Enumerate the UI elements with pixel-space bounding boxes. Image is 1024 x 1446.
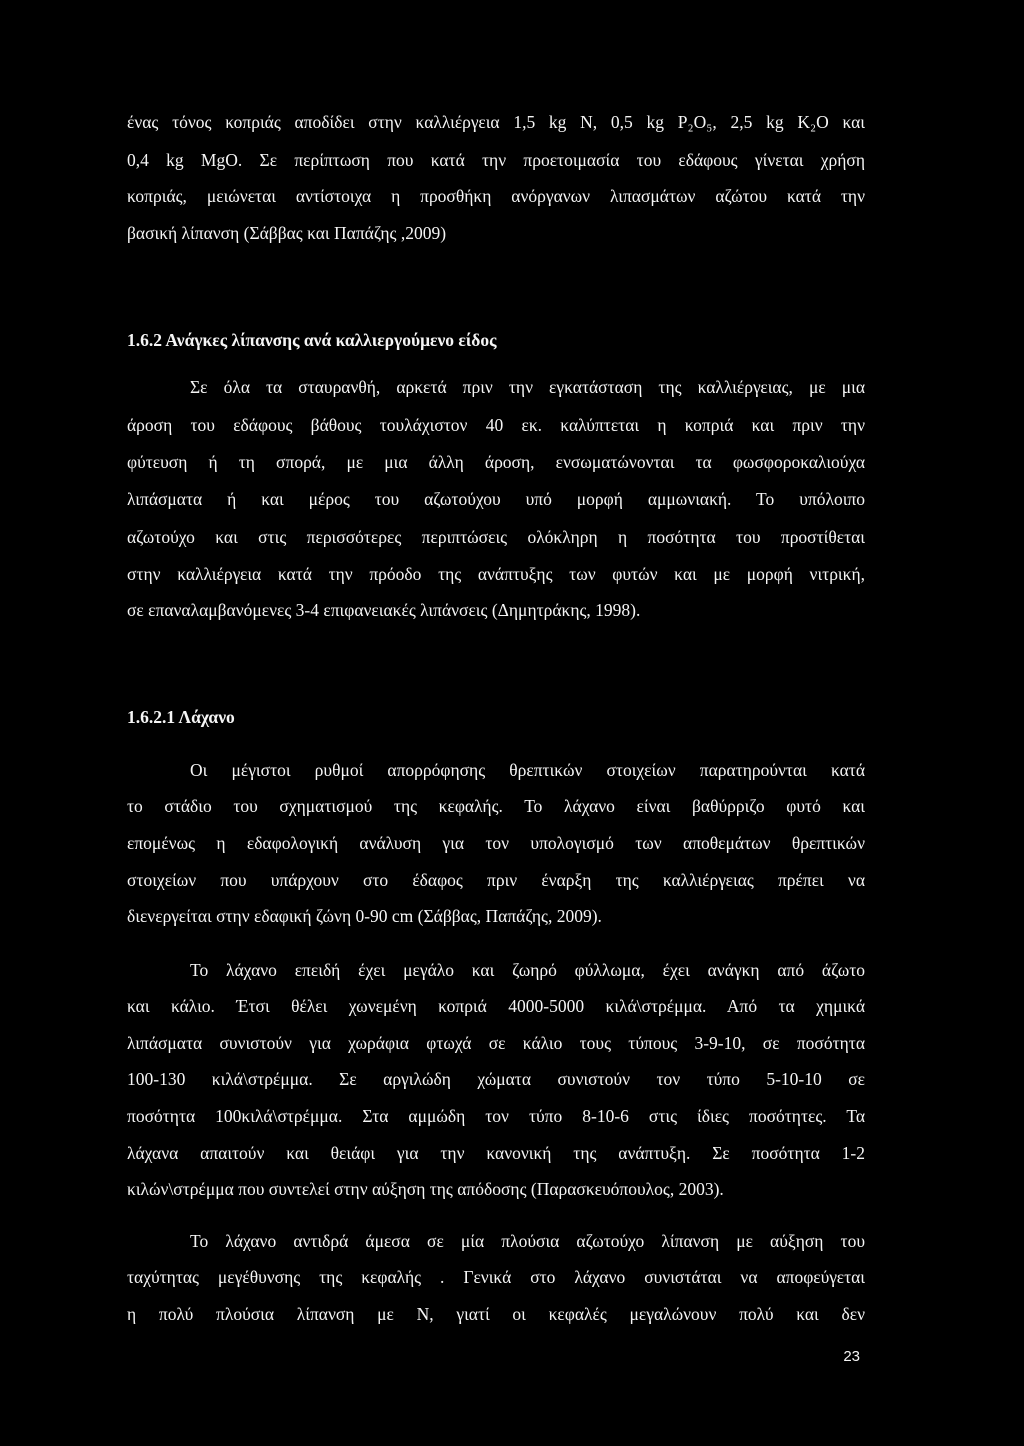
page-number: 23 [843,1348,860,1365]
para1-line: επομένως η εδαφολογική ανάλυση για τον υπολογισμό των αποθεμάτων θρεπτικών [127,833,865,853]
section-162-line: στην καλλιέργεια κατά την πρόοδο της ανάπτυξης των φυτών και με μορφή νιτρική, [127,564,865,584]
section-162-line: αζωτούχο και στις περισσότερες περιπτώσεις ολόκληρη η ποσότητα του προστίθεται [127,527,865,547]
intro-line-1: ένας τόνος κοπριάς αποδίδει στην καλλιέργεια 1,5 kg N, 0,5 kg P₂O₅, 2,5 kg K₂O και [127,112,865,132]
para3-line: Το λάχανο αντιδρά άμεσα σε μία πλούσια αζωτούχο λίπανση με αύξηση του [190,1231,865,1251]
para3-line: η πολύ πλούσια λίπανση με Ν, γιατί οι κεφαλές μεγαλώνουν πολύ και δεν [127,1304,865,1324]
para1-line: το στάδιο του σχηματισμού της κεφαλής. Το λάχανο είναι βαθύρριζο φυτό και [127,796,865,816]
para2-line: 100-130 κιλά\στρέμμα. Σε αργιλώδη χώματα συνιστούν τον τύπο 5-10-10 σε [127,1069,865,1089]
para1-line: διενεργείται στην εδαφική ζώνη 0-90 cm (Σάββας, Παπάζης, 2009). [127,906,602,926]
section-162-line: σε επαναλαμβανόμενες 3-4 επιφανειακές λιπάνσεις (Δημητράκης, 1998). [127,600,641,620]
para2-line: κιλών\στρέμμα που συντελεί στην αύξηση της απόδοσης (Παρασκευόπουλος, 2003). [127,1179,724,1199]
para2-line: λάχανα απαιτούν και θειάφι για την κανονική της ανάπτυξη. Σε ποσότητα 1-2 [127,1143,865,1163]
intro-line-3: κοπριάς, μειώνεται αντίστοιχα η προσθήκη ανόργανων λιπασμάτων αζώτου κατά την [127,186,865,206]
intro-line-4: βασική λίπανση (Σάββας και Παπάζης ,2009) [127,223,447,243]
section-162-line: άροση του εδάφους βάθους τουλάχιστον 40 εκ. καλύπτεται η κοπριά και πριν την [127,415,865,435]
para1-line: Οι μέγιστοι ρυθμοί απορρόφησης θρεπτικών στοιχείων παρατηρούνται κατά [190,760,865,780]
para1-line: στοιχείων που υπάρχουν στο έδαφος πριν έναρξη της καλλιέργειας πρέπει να [127,870,865,890]
intro-line-2: 0,4 kg MgO. Σε περίπτωση που κατά την προετοιμασία του εδάφους γίνεται χρήση [127,150,865,170]
para2-line: ποσότητα 100κιλά\στρέμμα. Στα αμμώδη τον τύπο 8-10-6 στις ίδιες ποσότητες. Τα [127,1106,865,1126]
para2-line: και κάλιο. Έτσι θέλει χωνεμένη κοπριά 4000-5000 κιλά\στρέμμα. Από τα χημικά [127,996,865,1016]
para2-line: Το λάχανο επειδή έχει μεγάλο και ζωηρό φύλλωμα, έχει ανάγκη από άζωτο [190,960,865,980]
para3-line: ταχύτητας μεγέθυνσης της κεφαλής . Γενικά στο λάχανο συνιστάται να αποφεύγεται [127,1267,865,1287]
section-162-line: Σε όλα τα σταυρανθή, αρκετά πριν την εγκατάσταση της καλλιέργειας, με μια [190,377,865,397]
section-162-line: λιπάσματα ή και μέρος του αζωτούχου υπό μορφή αμμωνιακή. Το υπόλοιπο [127,489,865,509]
section-162-line: φύτευση ή τη σπορά, με μια άλλη άροση, ενσωματώνονται τα φωσφοροκαλιούχα [127,452,865,472]
section-heading-1-6-2-1: 1.6.2.1 Λάχανο [127,707,235,727]
section-heading-1-6-2: 1.6.2 Ανάγκες λίπανσης ανά καλλιεργούμενο είδος [127,330,497,350]
para2-line: λιπάσματα συνιστούν για χωράφια φτωχά σε κάλιο τους τύπους 3-9-10, σε ποσότητα [127,1033,865,1053]
